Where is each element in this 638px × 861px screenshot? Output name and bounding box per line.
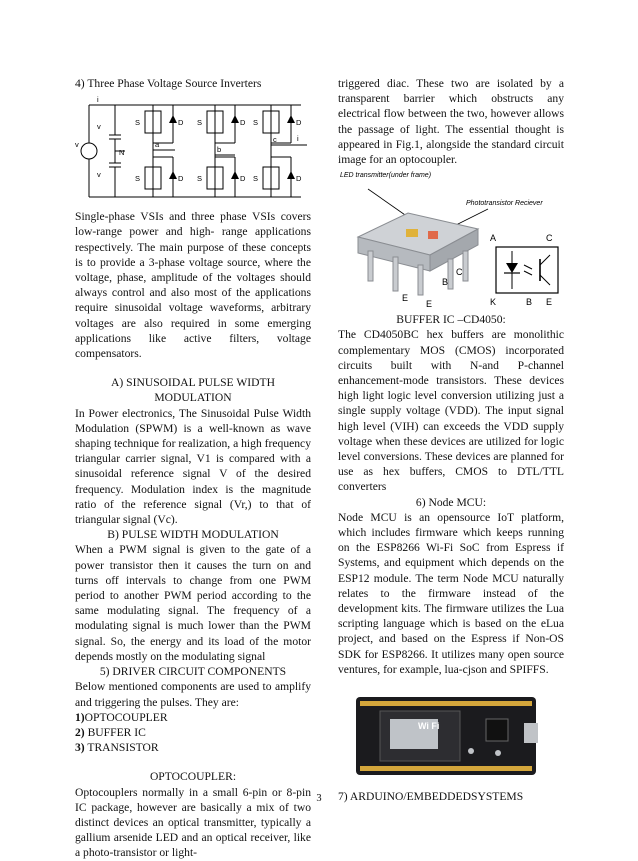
fig-pin-c: C (546, 233, 553, 244)
list-item-number: 3) (75, 741, 85, 755)
label-s5: S (253, 118, 259, 128)
heading-pwm: B) PULSE WIDTH MODULATION (107, 528, 279, 542)
list-item (75, 710, 311, 725)
label-i-load: i (297, 134, 299, 144)
nodemcu-board-svg (338, 691, 564, 779)
fig-leg-b: B (442, 277, 449, 288)
list-item-text: BUFFER IC (84, 725, 146, 739)
label-s2: S (253, 174, 259, 184)
heading-optocoupler: OPTOCOUPLER: (149, 770, 237, 784)
list-item-text: TRANSISTOR (84, 741, 159, 755)
paragraph-buffer-ic: The CD4050BC hex buffers are monolithic complementary MOS (CMOS) incorporated circuits built with N-and P-channel enhancement-mode transistors. These devices high light logic level conversion utilizing just a single supply voltage (VDD). The input signal high level (VIH) can exceeds the VDD supply voltage when these devices are utilized for logic level conversions. These devices are planned for use as hex buffers, CMOS to DTL/TTL converters (338, 328, 564, 494)
label-cap-top: v (97, 122, 101, 132)
fig-pin-e: E (546, 297, 553, 308)
nodemcu-board-figure (338, 691, 564, 779)
paragraph-driver: Below mentioned components are used to amplify and triggering the pulses. They are: (75, 680, 311, 709)
label-node-b: b (217, 145, 222, 155)
heading-spwm: A) SINUSOIDAL PULSE WIDTH MODULATION (111, 376, 275, 405)
heading-driver-circuit: 5) DRIVER CIRCUIT COMPONENTS (99, 665, 287, 679)
list-item (75, 740, 311, 755)
fig-leg-e: E (426, 299, 433, 310)
label-s1: S (135, 118, 141, 128)
inverter-circuit-svg (75, 95, 311, 207)
label-led-transmitter: LED transmitter(under frame) (340, 172, 432, 180)
heading-nodemcu: 6) Node MCU: (415, 495, 487, 509)
paragraph-optocoupler-continued: triggered diac. These two are isolated by a transparent barrier which obstructs any electrical flow between the two, however allows the passage of light. The essential thought is appeared in Fig.1, alongside the standard circuit image for an optocoupler. (338, 77, 564, 167)
label-d1: D (178, 118, 184, 128)
label-i-input: i (97, 95, 99, 105)
paragraph-pwm: When a PWM signal is given to the gate of a power transistor then it causes the turn on and turns off intervals to change from one PWM period to another PWM period according to the same modulating signal. The frequency of a modulating signal is much lower than the PWM signal. So, the energy and its load of the motor depends mostly on the modulating signal (75, 543, 311, 663)
label-d3: D (240, 118, 246, 128)
inverter-circuit-diagram (75, 95, 311, 207)
label-n-node: N (119, 148, 125, 158)
fig-leg-e-second: E (402, 293, 409, 304)
optocoupler-figure (338, 167, 564, 312)
list-item (75, 725, 311, 740)
label-node-c: c (273, 135, 277, 145)
label-node-a: a (155, 140, 160, 150)
heading-buffer-ic: BUFFER IC –CD4050: (396, 313, 506, 327)
label-s3: S (197, 118, 203, 128)
list-item-number: 2) (75, 725, 85, 739)
list-item-number: 1) (75, 710, 85, 724)
fig-pin-a: A (490, 233, 497, 244)
fig-pin-k: K (490, 297, 497, 308)
label-s4: S (135, 174, 141, 184)
label-s6: S (197, 174, 203, 184)
label-d6: D (240, 174, 246, 184)
paragraph-spwm: In Power electronics, The Sinusoidal Pulse Width Modulation (SPWM) is a well-known as wave shaping technique for realization, a high frequency triangular carrier signal, V1 is compared with a sinusoidal reference signal V of the desired frequency. Modulation index is the magnitude ratio of the reference signal (Vr,) to that of triangular signal (Vc). (75, 406, 311, 527)
fig-pin-b: B (526, 297, 533, 308)
page-number: 3 (316, 793, 322, 804)
right-column (338, 76, 564, 804)
list-item-text: OPTOCOUPLER (84, 710, 168, 724)
paragraph-nodemcu: Node MCU is an opensource IoT platform, which includes firmware which keeps running on the ESP8266 Wi-Fi SoC from Espress if Systems, and equipment which depends on the ESP12 module. The term Node MCU naturally relates to the firmware instead of the development kits. The firmware utilizes the Lua scripting language which is based on the eLua project, and based on the Espress if Non-OS SDK for ESP8266. It utilizes many open source ventures, for example, lua-cjson and SPIFFS. (338, 510, 564, 676)
fig-leg-c: C (456, 267, 463, 278)
board-wifi-label: Wi Fi (418, 721, 440, 732)
optocoupler-figure-svg (338, 167, 564, 312)
label-d5: D (296, 118, 302, 128)
paragraph-vsi: Single-phase VSIs and three phase VSIs covers low-range power and high- range applications respectively. The main purpose of these concepts is to provide a 3-phase voltage source, where the voltage, phase, amplitude of the voltages should always control and also most of the applications require sinusoidal voltage waveforms, arbitrary voltages are also required in some emerging applications like active filters, voltage compensators. (75, 210, 311, 361)
label-d4: D (178, 174, 184, 184)
label-d2: D (296, 174, 302, 184)
label-vi: v (75, 140, 79, 150)
left-column (75, 76, 311, 861)
heading-three-phase-inverters: 4) Three Phase Voltage Source Inverters (75, 77, 262, 90)
heading-arduino: 7) ARDUINO/EMBEDDEDSYSTEMS (338, 790, 524, 804)
label-phototransistor: Phototransistor Reciever (466, 200, 543, 208)
component-list (75, 710, 311, 756)
paragraph-optocoupler: Optocouplers normally in a small 6-pin or 8-pin IC package, however are basically a mix of two distinct devices an optical transmitter, typically a gallium arsenide LED and an optical receiver, like a photo-transistor or light- (75, 785, 311, 860)
label-cap-bottom: v (97, 170, 101, 180)
